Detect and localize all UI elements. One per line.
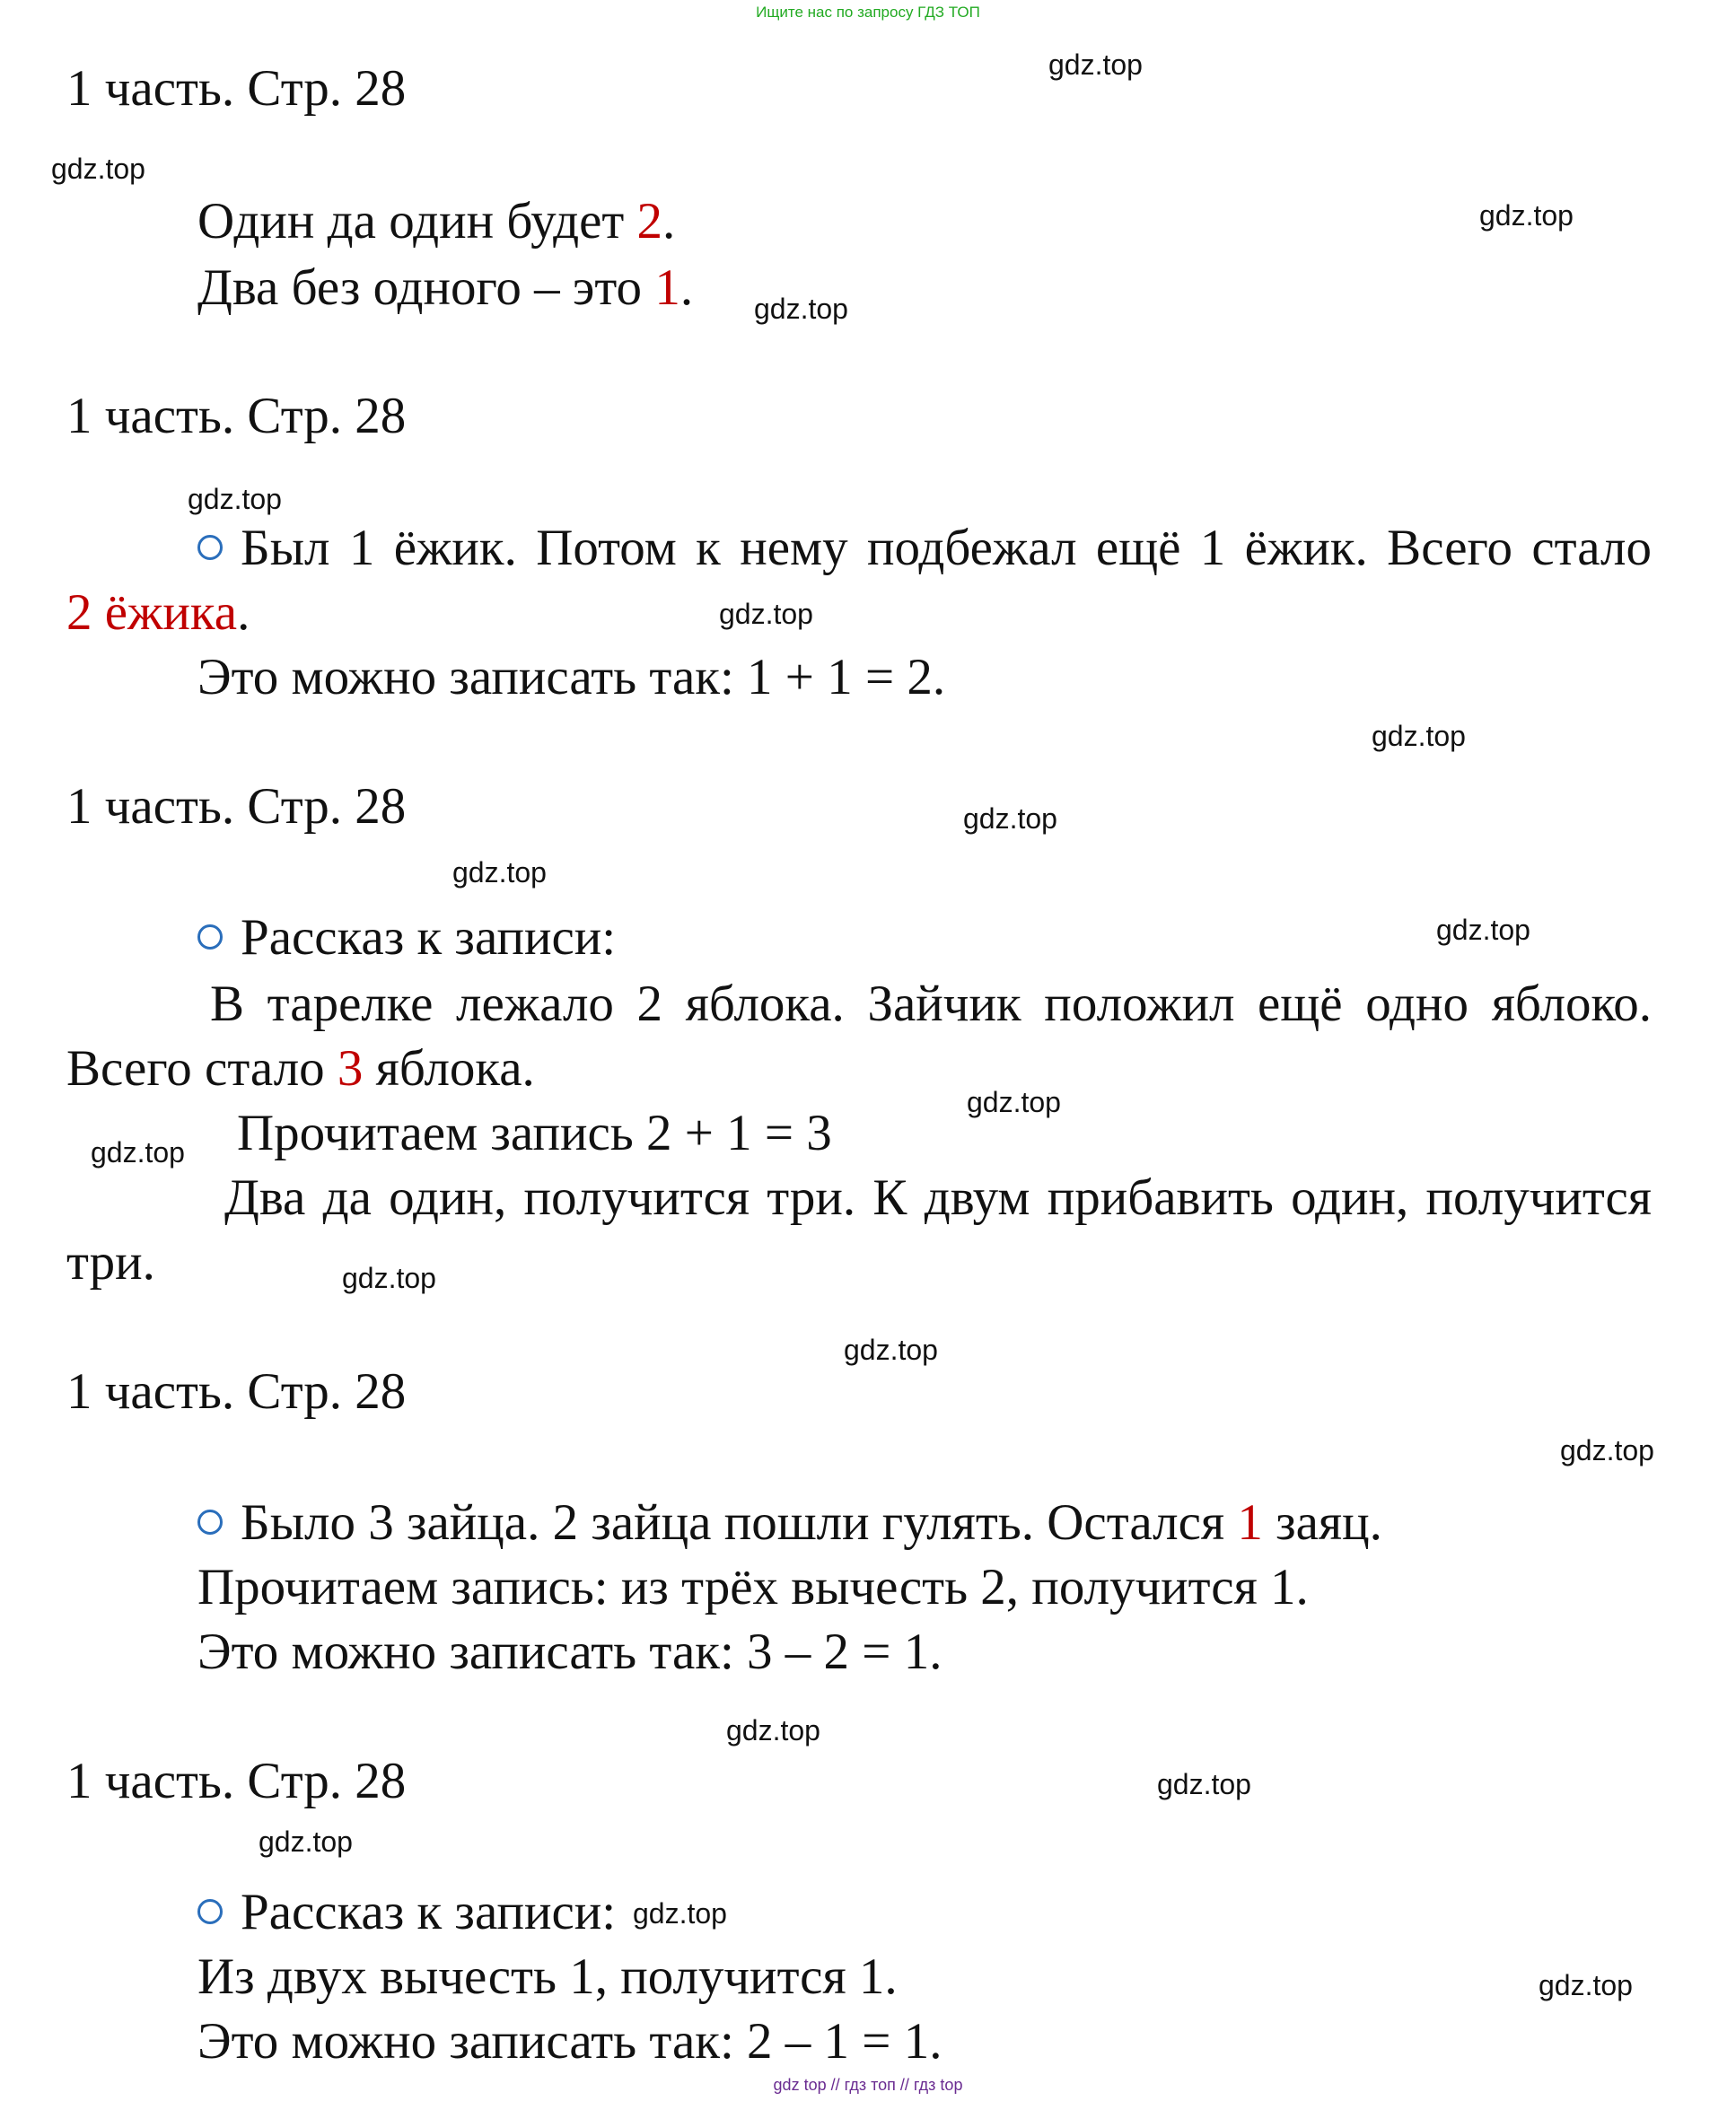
section-2-line-3: Это можно записать так: 1 + 1 = 2. xyxy=(197,649,946,705)
section-3-heading: 1 часть. Стр. 28 xyxy=(66,778,407,835)
watermark: gdz.top xyxy=(633,1897,727,1930)
section-1-line-1: Один да один будет 2. xyxy=(197,193,676,249)
section-5-line-2: Из двух вычесть 1, получится 1. xyxy=(197,1948,898,2005)
watermark: gdz.top xyxy=(259,1825,353,1858)
section-2-heading: 1 часть. Стр. 28 xyxy=(66,388,407,444)
section-3-read: Прочитаем запись 2 + 1 = 3 xyxy=(237,1105,832,1161)
watermark: gdz.top xyxy=(1539,1969,1633,2001)
watermark: gdz.top xyxy=(1560,1434,1654,1466)
section-3-story-1: В тарелке лежало 2 яблока. Зайчик положил ещё одно яблоко. xyxy=(210,976,1652,1032)
watermark: gdz.top xyxy=(1372,720,1466,752)
watermark: gdz.top xyxy=(91,1136,185,1169)
section-4-heading: 1 часть. Стр. 28 xyxy=(66,1363,407,1420)
watermark: gdz.top xyxy=(726,1714,820,1746)
section-5-bullet: Рассказ к записи: xyxy=(197,1887,616,1938)
section-2-line-2: 2 ёжика. xyxy=(66,584,250,641)
bullet-circle-icon xyxy=(197,535,223,560)
bullet-circle-icon xyxy=(197,1510,223,1535)
section-3-bullet: Рассказ к записи: xyxy=(197,912,616,963)
section-5-heading: 1 часть. Стр. 28 xyxy=(66,1753,407,1809)
section-3-phrase-1: Два да один, получится три. К двум прибавить один, получится xyxy=(224,1169,1652,1226)
watermark: gdz.top xyxy=(844,1334,938,1366)
section-1-line-2: Два без одного – это 1. xyxy=(197,259,694,316)
watermark: gdz.top xyxy=(1157,1768,1251,1800)
watermark: gdz.top xyxy=(754,293,848,325)
watermark: gdz.top xyxy=(51,153,145,185)
watermark: gdz.top xyxy=(1436,914,1530,946)
watermark: gdz.top xyxy=(1048,48,1143,81)
footer-banner: gdz top // гдз топ // гдз top xyxy=(773,2076,963,2094)
bullet-circle-icon xyxy=(197,1899,223,1924)
search-banner[interactable]: Ищите нас по запросу ГДЗ ТОП xyxy=(756,4,980,21)
watermark: gdz.top xyxy=(1479,199,1574,232)
watermark: gdz.top xyxy=(719,598,813,630)
section-1-heading: 1 часть. Стр. 28 xyxy=(66,60,407,117)
bullet-circle-icon xyxy=(197,924,223,950)
section-4-line-3: Это можно записать так: 3 – 2 = 1. xyxy=(197,1624,943,1680)
section-4-line-1: Было 3 зайца. 2 зайца пошли гулять. Остался 1 заяц. xyxy=(197,1497,1382,1548)
watermark: gdz.top xyxy=(188,483,282,515)
section-3-phrase-2: три. xyxy=(66,1234,155,1291)
section-4-line-2: Прочитаем запись: из трёх вычесть 2, получится 1. xyxy=(197,1559,1309,1615)
section-3-story-2: Всего стало 3 яблока. xyxy=(66,1040,535,1097)
section-5-line-3: Это можно записать так: 2 – 1 = 1. xyxy=(197,2013,943,2070)
watermark: gdz.top xyxy=(342,1262,436,1294)
watermark: gdz.top xyxy=(963,802,1057,835)
watermark: gdz.top xyxy=(967,1086,1061,1118)
watermark: gdz.top xyxy=(452,856,547,889)
section-2-line-1: Был 1 ёжик. Потом к нему подбежал ещё 1 ёжик. Всего стало xyxy=(197,522,1652,573)
